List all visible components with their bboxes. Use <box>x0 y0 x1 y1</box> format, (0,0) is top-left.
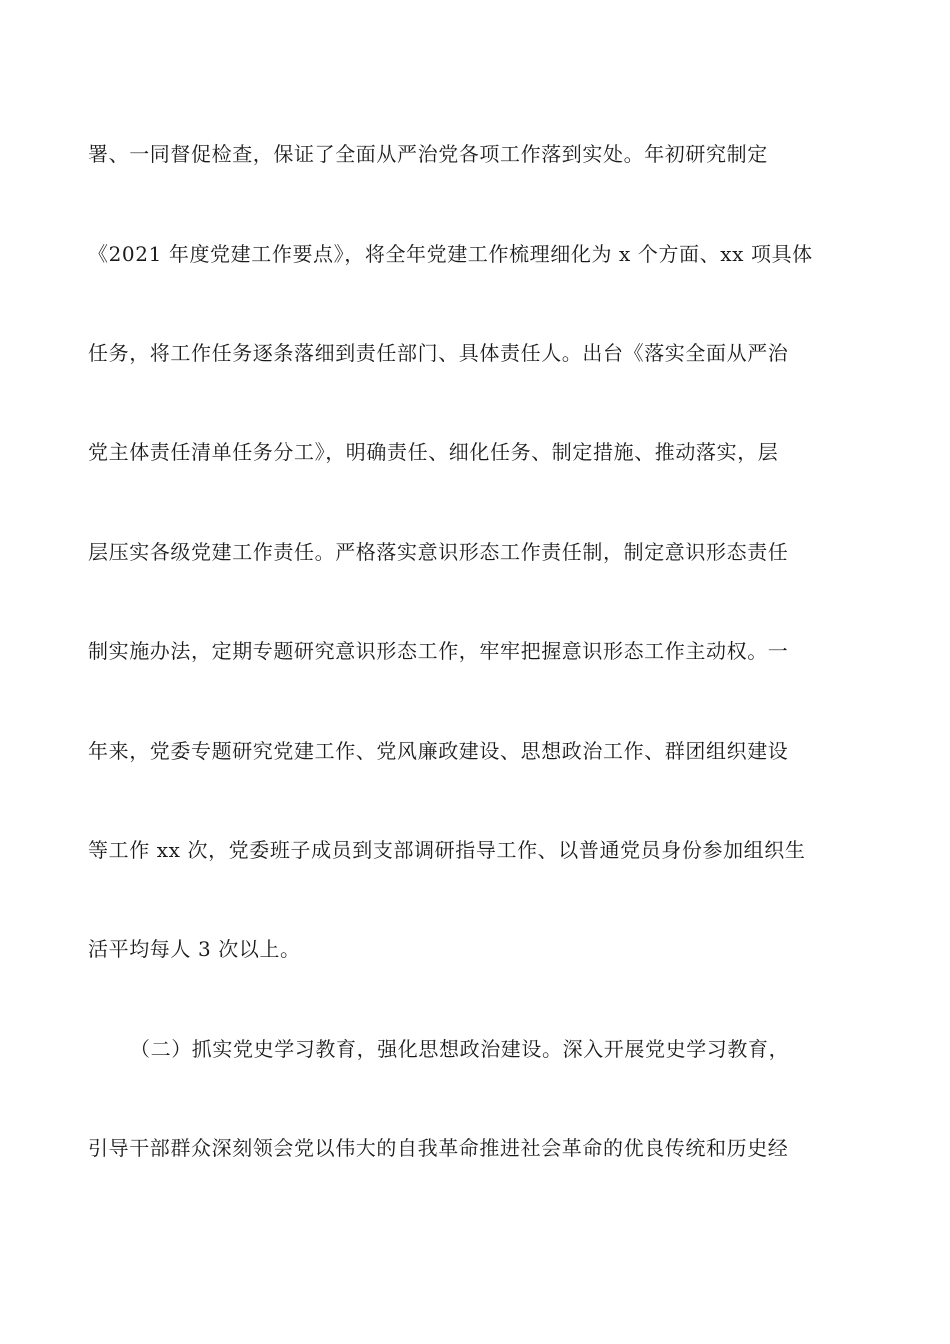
paragraph-line: 任务，将工作任务逐条落细到责任部门、具体责任人。出台《落实全面从严治 <box>88 341 789 365</box>
paragraph-line: 制实施办法，定期专题研究意识形态工作，牢牢把握意识形态工作主动权。一 <box>88 639 789 663</box>
paragraph-line: 引导干部群众深刻领会党以伟大的自我革命推进社会革命的优良传统和历史经 <box>88 1136 789 1160</box>
paragraph-line: 署、一同督促检查，保证了全面从严治党各项工作落到实处。年初研究制定 <box>88 142 768 166</box>
paragraph-line: 层压实各级党建工作责任。严格落实意识形态工作责任制，制定意识形态责任 <box>88 540 789 564</box>
paragraph-line: 年来，党委专题研究党建工作、党风廉政建设、思想政治工作、群团组织建设 <box>88 739 789 763</box>
paragraph-line: 等工作 xx 次，党委班子成员到支部调研指导工作、以普通党员身份参加组织生 <box>88 838 806 862</box>
paragraph-line: 活平均每人 3 次以上。 <box>88 937 301 961</box>
section-heading-line: （二）抓实党史学习教育，强化思想政治建设。深入开展党史学习教育， <box>130 1037 790 1061</box>
paragraph-line: 《2021 年度党建工作要点》，将全年党建工作梳理细化为 x 个方面、xx 项具体 <box>88 242 813 266</box>
paragraph-line: 党主体责任清单任务分工》，明确责任、细化任务、制定措施、推动落实，层 <box>88 440 779 464</box>
